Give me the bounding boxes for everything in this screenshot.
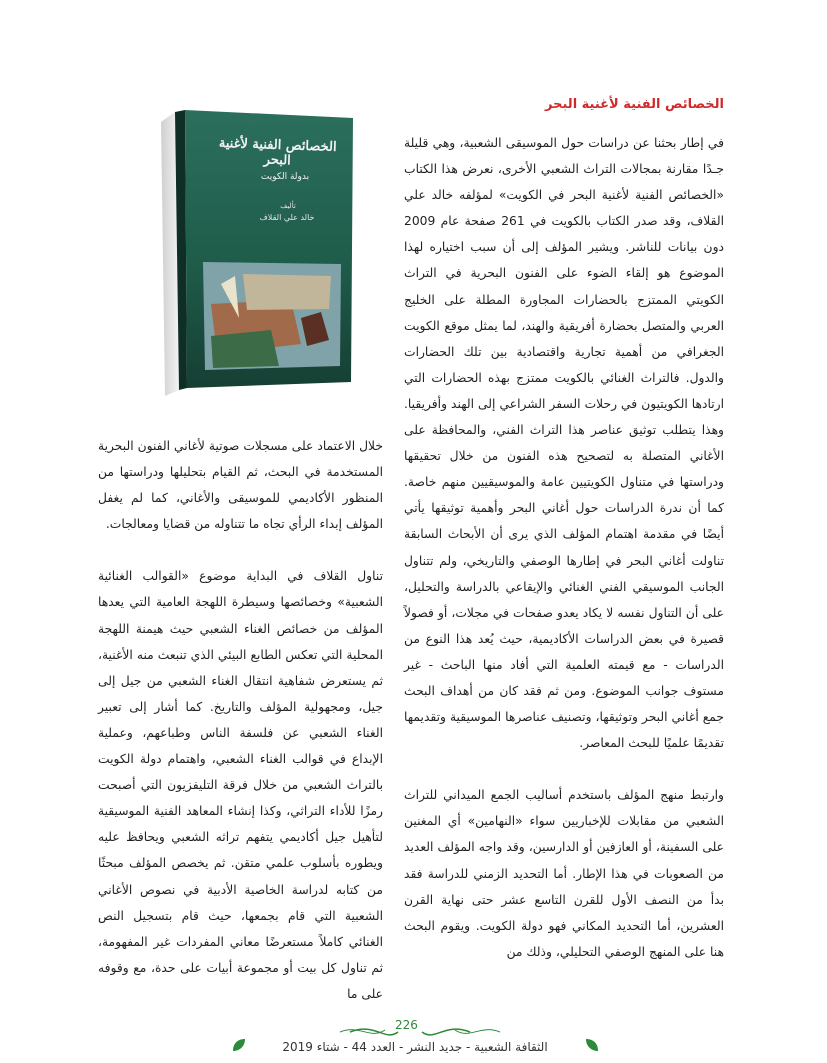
- article-column-left: [98, 433, 383, 1007]
- article-paragraph: تناول القلاف في البداية موضوع «القوالب الغنائية الشعبية» وخصائصها وسيطرة اللهجة العامية التي يعدها المؤلف من خصائص الغناء الشعبي حيث هيمنة اللهجة المحلية التي تعكس الطابع البيئي الذي تنبعث منه الأغنية، ثم يستعرض شفاهية انتقال الغناء الشعبي من جيل إلى جيل، ومجهولية المؤلف والتاريخ. كما أشار إلى تعبير الغناء الشعبي عن فلسفة الناس وطباعهم، وعملية الإبداع في قوالب الغناء الشعبي، واهتمام دولة الكويت بالتراث الشعبي من خلال فرقة التليفزيون التي أصبحت رمزًا للأداء التراثي، وكذا إنشاء المعاهد الفنية الموسيقية لتأهيل جيل أكاديمي يتفهم تراثه الشعبي ويحافظ عليه ويطوره بأسلوب علمي متقن. ثم يخصص المؤلف مبحثًا من كتابه لدراسة الخاصية الأدبية في نصوص الأغاني الشعبية التي قام بجمعها، حيث قام بتسجيل النص الغنائي كاملاً مستعرضًا معاني المفردات غير المفهومة، ثم تناول كل بيت أو مجموعة أبيات على حدة، مع وقوفه على ما: [98, 569, 383, 1001]
- book-cover-subtitle: بدولة الكويت: [260, 172, 310, 182]
- book-cover-title: الخصائص الفنية لأغنية البحر: [218, 135, 337, 169]
- book-cover-author-label: تأليف: [280, 202, 296, 210]
- book-cover-author: خالد علي القلاف: [259, 213, 315, 222]
- page-number: 226: [395, 1018, 418, 1032]
- footer-text: الثقافة الشعبية - جديد النشر - العدد 44 - شتاء 2019: [282, 1040, 548, 1054]
- article-title: الخصائص الفنية لأغنية البحر: [545, 97, 724, 112]
- article-column-right: [404, 130, 724, 965]
- article-paragraph: وارتبط منهج المؤلف باستخدم أساليب الجمع الميداني للتراث الشعبي من مقابلات للإخباريين سواء «النهامين» أي المغنين على السفينة، أو العازفين أو الدارسين، وقد واجه المؤلف العديد من الصعوبات في هذا الإطار. أما التحديد الزمني للدراسة فقد بدأ من النصف الأول للقرن التاسع عشر حتى نهاية القرن العشرين، أما التحديد المكاني فهو دولة الكويت. ويقوم البحث هنا على المنهج الوصفي التحليلي، وذلك من: [404, 788, 724, 959]
- article-paragraph: في إطار بحثنا عن دراسات حول الموسيقى الشعبية، وهي قليلة جـدًا مقارنة بمجالات التراث الشعبي الأخرى، نعرض هذا الكتاب «الخصائص الفنية لأغنية البحر في الكويت» لمؤلفه خالد علي القلاف، وقد صدر الكتاب بالكويت في 261 صفحة عام 2009 دون بيانات للناشر. ويشير المؤلف إلى أن سبب اختياره لهذا الموضوع هو إلقاء الضوء على الفنون البحرية في التراث الكويتي الممتزج بالحضارات المجاورة المطلة على الخليج العربي والمتصل بحضارة أفريقية والهند، لما يمثل موقع الكويت الجغرافي من أهمية تجارية واقتصادية بين تلك الحضارات والدول. فالتراث الغنائي بالكويت ممتزج بهذه الحضارات التي ارتادها الكويتيون في رحلات السفر الشراعي إلى الهند وأفريقيا. وهذا يتطلب توثيق عناصر هذا التراث الفني، والمحافظة على الأغاني المتصلة به لتصحيح هذه الفنون من خلال تحقيقها ودراستها في متناول الكويتيين عامة والموسيقيين منهم خاصة. كما أن ندرة الدراسات حول أغاني البحر وأهمية توثيقها يأتي أيضًا في مقدمة اهتمام المؤلف الذي يرى أن الأبحاث السابقة تناولت أغاني البحر في إطارها الوصفي والتاريخي، ولم تتناول الجانب الموسيقي الفني الغنائي والإيقاعي بالدراسة والتحليل، على أن التناول نفسه لا يكاد يعدو صفحات في مجلات، أو فصولاً قصيرة في بعض الدراسات الأكاديمية، حيث يُعد هذا النوع من الدراسات - مع قيمته العلمية التي أفاد منها الباحث - غير مستوف جوانب الموضوع. ومن ثم فقد كان من أهداف البحث جمع أغاني البحر وتوثيقها، وتصنيف عناصرها الموسيقية وتقديمها تقديمًا علميًا للبحث المعاصر.: [404, 136, 725, 751]
- leaf-icon: [585, 1038, 599, 1052]
- article-paragraph: خلال الاعتماد على مسجلات صوتية لأغاني الفنون البحرية المستخدمة في البحث، ثم القيام بتحليلها ودراستها من المنظور الأكاديمي للموسيقى والأغاني، كما لم يغفل المؤلف إبداء الرأي تجاه ما تتناوله من قضايا ومعالجات.: [98, 439, 383, 532]
- leaf-icon: [232, 1038, 246, 1052]
